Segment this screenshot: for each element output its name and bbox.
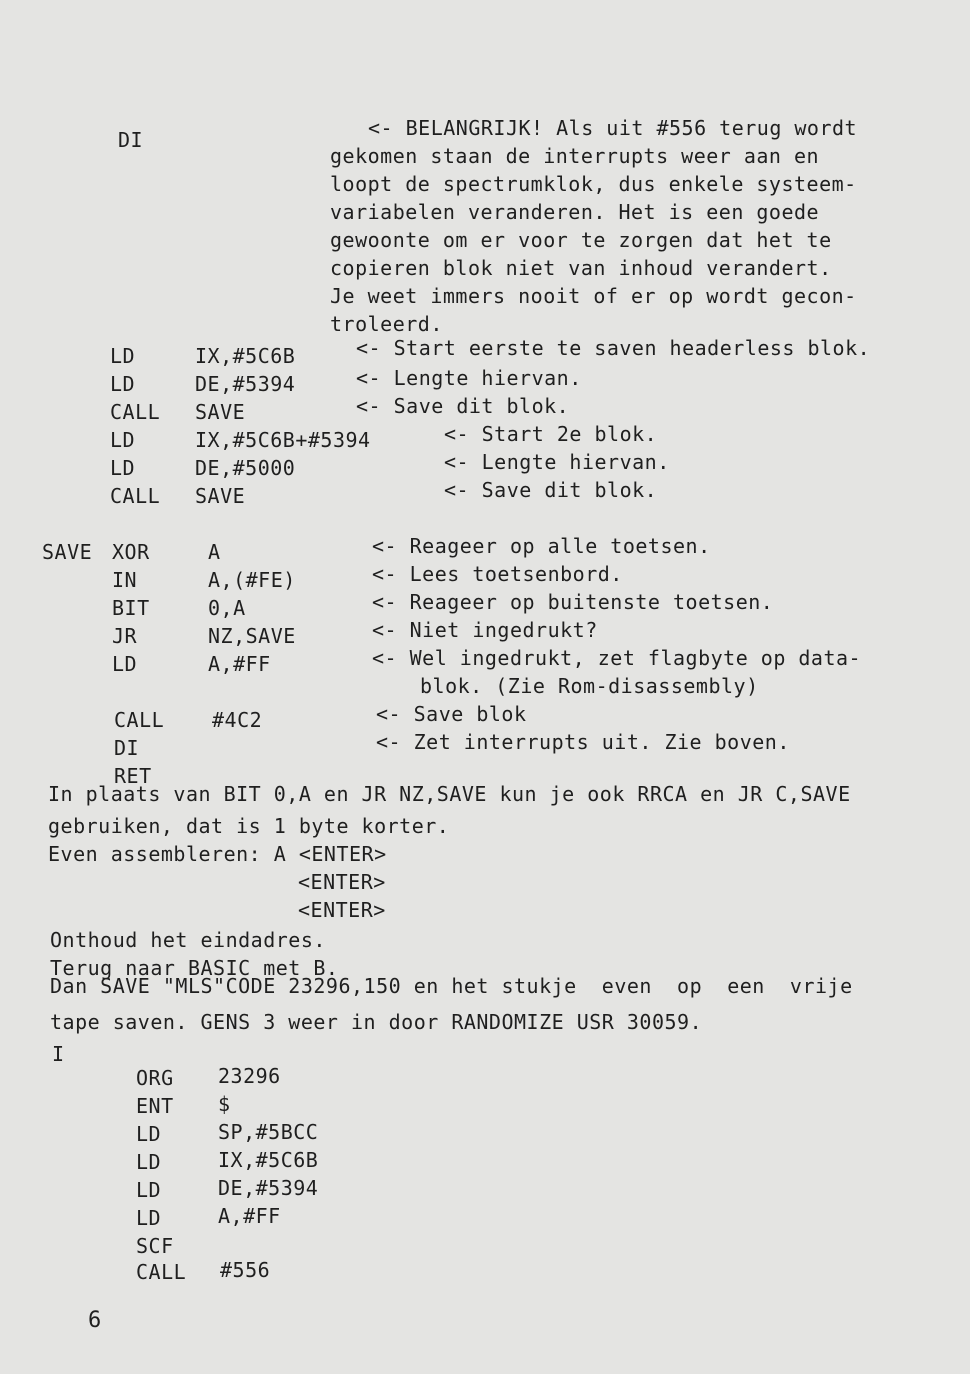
code-arg: #556: [220, 1258, 271, 1282]
code-op: JR: [112, 624, 138, 648]
code-comment: <- Save blok: [376, 702, 527, 726]
code-op: DI: [114, 736, 140, 760]
code-arg: IX,#5C6B+#5394: [195, 428, 371, 452]
code-arg: 23296: [218, 1064, 281, 1088]
code-op: LD: [136, 1178, 162, 1202]
code-comment: <- Start 2e blok.: [444, 422, 658, 446]
code-op: ORG: [136, 1066, 174, 1090]
code-arg: DE,#5394: [195, 372, 296, 396]
code-label: SAVE: [42, 540, 93, 564]
code-op: DI: [118, 128, 144, 152]
code-op: LD: [136, 1150, 162, 1174]
code-arg: SP,#5BCC: [218, 1120, 319, 1144]
code-arg: 0,A: [208, 596, 246, 620]
code-comment: variabelen veranderen. Het is een goede: [330, 200, 820, 224]
code-comment: <- Start eerste te saven headerless blok.: [356, 336, 871, 360]
code-op: CALL: [110, 400, 161, 424]
code-arg: A,(#FE): [208, 568, 296, 592]
code-op: CALL: [136, 1260, 187, 1284]
code-op: SCF: [136, 1234, 174, 1258]
code-arg: NZ,SAVE: [208, 624, 296, 648]
page-number: 6: [88, 1308, 102, 1333]
code-comment: <- Reageer op alle toetsen.: [372, 534, 711, 558]
code-comment: blok. (Zie Rom-disassembly): [420, 674, 759, 698]
code-op: LD: [112, 652, 138, 676]
code-comment: <- BELANGRIJK! Als uit #556 terug wordt: [368, 116, 858, 140]
code-arg: SAVE: [195, 484, 246, 508]
code-op: ENT: [136, 1094, 174, 1118]
paragraph-line: Dan SAVE "MLS"CODE 23296,150 en het stukje even op een vrije: [50, 974, 853, 998]
code-comment: troleerd.: [330, 312, 443, 336]
code-arg: #4C2: [212, 708, 263, 732]
code-op: BIT: [112, 596, 150, 620]
code-op: XOR: [112, 540, 150, 564]
code-op: CALL: [114, 708, 165, 732]
code-arg: IX,#5C6B: [218, 1148, 319, 1172]
code-comment: loopt de spectrumklok, dus enkele systeem-: [330, 172, 857, 196]
code-arg: DE,#5394: [218, 1176, 319, 1200]
code-arg: IX,#5C6B: [195, 344, 296, 368]
paragraph-line: <ENTER>: [298, 898, 386, 922]
paragraph-line: Onthoud het eindadres.: [50, 928, 326, 952]
code-comment: <- Reageer op buitenste toetsen.: [372, 590, 774, 614]
code-arg: DE,#5000: [195, 456, 296, 480]
code-comment: <- Wel ingedrukt, zet flagbyte op data-: [372, 646, 862, 670]
code-comment: <- Lengte hiervan.: [444, 450, 670, 474]
code-op: LD: [110, 344, 136, 368]
code-comment: <- Zet interrupts uit. Zie boven.: [376, 730, 790, 754]
code-arg: A: [208, 540, 221, 564]
paragraph-line: tape saven. GENS 3 weer in door RANDOMIZE USR 30059.: [50, 1010, 703, 1034]
code-op: LD: [136, 1206, 162, 1230]
code-comment: <- Save dit blok.: [444, 478, 658, 502]
code-comment: Je weet immers nooit of er op wordt gecon-: [330, 284, 857, 308]
code-op: LD: [136, 1122, 162, 1146]
paragraph-line: Terug naar BASIC met B.: [50, 956, 339, 980]
code-comment: <- Niet ingedrukt?: [372, 618, 598, 642]
paragraph-line: gebruiken, dat is 1 byte korter.: [48, 814, 450, 838]
code-comment: <- Save dit blok.: [356, 394, 570, 418]
code-arg: SAVE: [195, 400, 246, 424]
code-comment: gewoonte om er voor te zorgen dat het te: [330, 228, 832, 252]
paragraph-line: Even assembleren: A <ENTER>: [48, 842, 387, 866]
code-arg: $: [218, 1092, 231, 1116]
code-comment: <- Lengte hiervan.: [356, 366, 582, 390]
code-arg: A,#FF: [208, 652, 271, 676]
code-op: LD: [110, 372, 136, 396]
code-op: LD: [110, 428, 136, 452]
code-arg: A,#FF: [218, 1204, 281, 1228]
code-comment: gekomen staan de interrupts weer aan en: [330, 144, 820, 168]
code-comment: copieren blok niet van inhoud verandert.: [330, 256, 832, 280]
code-op: IN: [112, 568, 138, 592]
paragraph-line: In plaats van BIT 0,A en JR NZ,SAVE kun je ook RRCA en JR C,SAVE: [48, 782, 851, 806]
code-op: LD: [110, 456, 136, 480]
paragraph-line: I: [52, 1042, 65, 1066]
code-op: CALL: [110, 484, 161, 508]
paragraph-line: <ENTER>: [298, 870, 386, 894]
code-comment: <- Lees toetsenbord.: [372, 562, 623, 586]
code-op: RET: [114, 764, 152, 788]
